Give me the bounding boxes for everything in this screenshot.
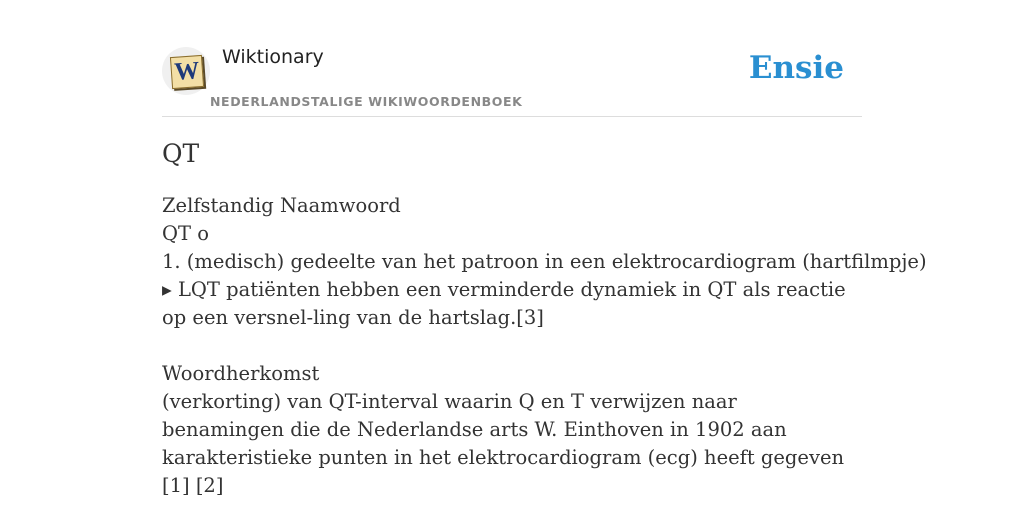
spacer xyxy=(162,332,862,360)
page-title: QT xyxy=(162,139,200,168)
site-subtitle: NEDERLANDSTALIGE WIKIWOORDENBOEK xyxy=(210,94,523,109)
word-form: QT o xyxy=(162,222,209,245)
definition: 1. (medisch) gedeelte van het patroon in een elektrocardiogram (hartfilmpje) xyxy=(162,250,927,273)
logo-letter: W xyxy=(173,57,201,86)
entry-content xyxy=(162,136,927,500)
entry-body xyxy=(162,192,927,500)
etymology-heading: Woordherkomst xyxy=(162,362,320,385)
site-header xyxy=(162,44,862,117)
site-title[interactable]: Wiktionary xyxy=(222,46,324,68)
part-of-speech: Zelfstandig Naamwoord xyxy=(162,194,401,217)
example-sentence: ▸ LQT patiënten hebben een verminderde dynamiek in QT als reactie op een versnel-ling van de hartslag.[3] xyxy=(162,278,846,329)
logo-tile xyxy=(170,55,204,89)
wiktionary-logo-icon[interactable] xyxy=(162,47,210,95)
brand-link[interactable]: Ensie xyxy=(748,50,844,86)
etymology-text: (verkorting) van QT-interval waarin Q en T verwijzen naar benamingen die de Nederlandse arts W. Einthoven in 1902 aan karakteristieke punten in het elektrocardiogram (ecg) heeft gegeven [1] [2] xyxy=(162,390,845,497)
